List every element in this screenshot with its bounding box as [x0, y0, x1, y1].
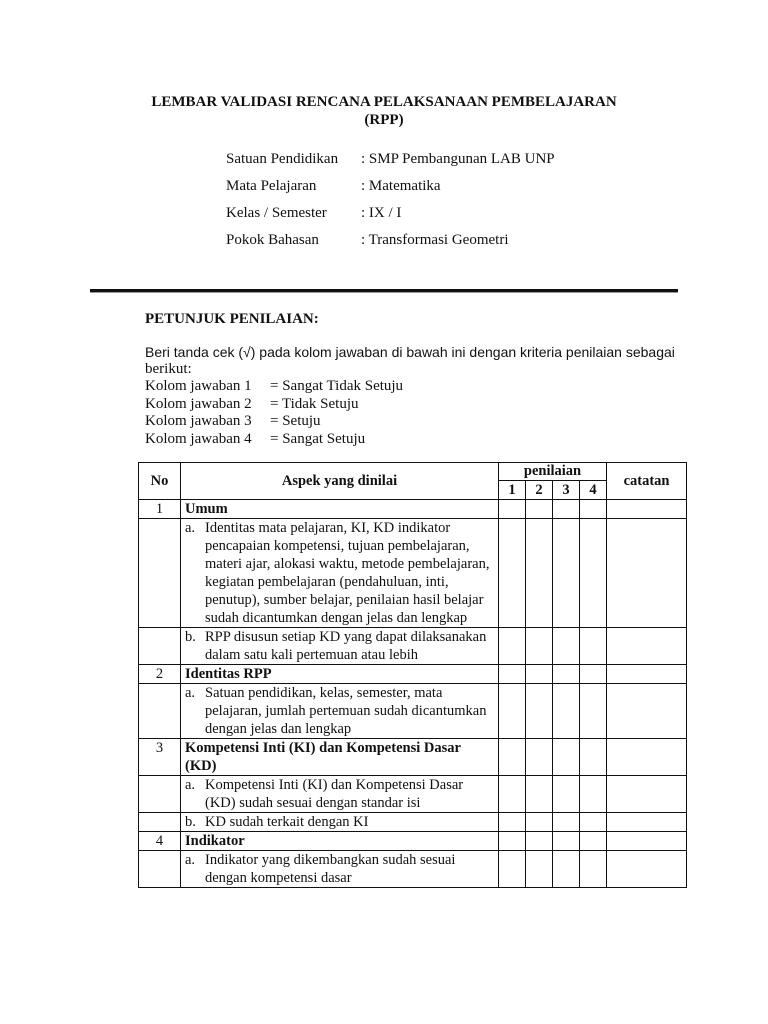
section-title: Indikator	[181, 832, 499, 851]
table-row-item	[139, 519, 687, 628]
row-number-empty	[139, 519, 181, 628]
info-row	[226, 177, 555, 204]
kolom-row	[145, 413, 685, 431]
table-row-section	[139, 665, 687, 684]
horizontal-divider-shadow	[90, 292, 678, 293]
item-cell	[181, 851, 499, 888]
score-cell-1[interactable]	[499, 813, 526, 832]
item-text: Indikator yang dikembangkan sudah sesuai dengan kompetensi dasar	[205, 852, 456, 886]
score-cell-4[interactable]	[580, 519, 607, 628]
row-number-empty	[139, 813, 181, 832]
catatan-cell[interactable]	[607, 739, 687, 776]
score-cell-1[interactable]	[499, 776, 526, 813]
table-row-section	[139, 500, 687, 519]
score-cell-4[interactable]	[580, 628, 607, 665]
item-cell	[181, 776, 499, 813]
petunjuk-heading: PETUNJUK PENILAIAN:	[145, 311, 319, 327]
score-cell-1[interactable]	[499, 739, 526, 776]
info-row	[226, 231, 555, 258]
score-cell-4[interactable]	[580, 776, 607, 813]
header-penilaian: penilaian	[499, 463, 607, 481]
row-number: 1	[139, 500, 181, 519]
item-text: Satuan pendidikan, kelas, semester, mata pelajaran, jumlah pertemuan sudah dicantumkan dengan jelas dan lengkap	[205, 685, 487, 737]
score-cell-3[interactable]	[553, 519, 580, 628]
table-row-item	[139, 776, 687, 813]
kolom-value: = Tidak Setuju	[270, 395, 359, 412]
score-cell-2[interactable]	[526, 851, 553, 888]
info-value: : Matematika	[361, 178, 441, 194]
info-value: : SMP Pembangunan LAB UNP	[361, 151, 555, 167]
kolom-label: Kolom jawaban 2	[145, 395, 252, 412]
score-cell-3[interactable]	[553, 665, 580, 684]
score-cell-3[interactable]	[553, 832, 580, 851]
row-number: 4	[139, 832, 181, 851]
catatan-cell[interactable]	[607, 851, 687, 888]
item-text: KD sudah terkait dengan KI	[205, 814, 369, 830]
header-aspek: Aspek yang dinilai	[181, 463, 499, 500]
score-cell-4[interactable]	[580, 832, 607, 851]
kolom-row	[145, 431, 685, 449]
score-cell-2[interactable]	[526, 739, 553, 776]
header-catatan: catatan	[607, 463, 687, 500]
info-label: Mata Pelajaran	[226, 178, 317, 194]
info-label: Kelas / Semester	[226, 205, 327, 221]
header-score-2: 2	[526, 481, 553, 500]
score-cell-1[interactable]	[499, 628, 526, 665]
header-score-3: 3	[553, 481, 580, 500]
item-letter: a.	[185, 685, 196, 701]
score-cell-1[interactable]	[499, 684, 526, 739]
row-number-empty	[139, 776, 181, 813]
kolom-label: Kolom jawaban 1	[145, 378, 252, 394]
score-cell-1[interactable]	[499, 519, 526, 628]
info-row	[226, 204, 555, 231]
score-cell-3[interactable]	[553, 813, 580, 832]
score-cell-4[interactable]	[580, 684, 607, 739]
petunjuk-text	[145, 344, 685, 448]
row-number-empty	[139, 684, 181, 739]
score-cell-4[interactable]	[580, 739, 607, 776]
catatan-cell[interactable]	[607, 628, 687, 665]
score-cell-2[interactable]	[526, 500, 553, 519]
catatan-cell[interactable]	[607, 832, 687, 851]
score-cell-3[interactable]	[553, 628, 580, 665]
score-cell-4[interactable]	[580, 851, 607, 888]
catatan-cell[interactable]	[607, 684, 687, 739]
petunjuk-lead: Beri tanda cek (√) pada kolom jawaban di bawah ini dengan kriteria penilaian sebagai	[145, 344, 675, 360]
item-text: Identitas mata pelajaran, KI, KD indikator pencapaian kompetensi, tujuan pembelajaran, materi ajar, alokasi waktu, metode pembelajaran, kegiatan pembelajaran (pendahuluan, inti, penutup), sumber belajar, penilaian hasil belajar sudah dicantumkan dengan jelas dan lengkap	[205, 520, 490, 626]
info-block	[226, 150, 555, 258]
row-number: 3	[139, 739, 181, 776]
header-score-1: 1	[499, 481, 526, 500]
score-cell-2[interactable]	[526, 665, 553, 684]
validation-table	[138, 462, 687, 888]
item-cell	[181, 628, 499, 665]
document-title	[0, 93, 768, 129]
score-cell-2[interactable]	[526, 684, 553, 739]
row-number: 2	[139, 665, 181, 684]
section-title: Identitas RPP	[181, 665, 499, 684]
info-label: Pokok Bahasan	[226, 232, 319, 248]
score-cell-4[interactable]	[580, 500, 607, 519]
header-no: No	[139, 463, 181, 500]
score-cell-3[interactable]	[553, 776, 580, 813]
title-line-1: LEMBAR VALIDASI RENCANA PELAKSANAAN PEMBELAJARAN	[151, 94, 617, 110]
petunjuk-lead-2: berikut:	[145, 361, 192, 377]
item-letter: b.	[185, 629, 196, 645]
table-row-section	[139, 739, 687, 776]
item-cell	[181, 519, 499, 628]
score-cell-1[interactable]	[499, 851, 526, 888]
catatan-cell[interactable]	[607, 813, 687, 832]
item-text: Kompetensi Inti (KI) dan Kompetensi Dasar (KD) sudah sesuai dengan standar isi	[205, 777, 464, 811]
score-cell-1[interactable]	[499, 665, 526, 684]
score-cell-2[interactable]	[526, 628, 553, 665]
table-row-item	[139, 851, 687, 888]
catatan-cell[interactable]	[607, 519, 687, 628]
score-cell-4[interactable]	[580, 813, 607, 832]
info-label: Satuan Pendidikan	[226, 151, 339, 167]
table-row-section	[139, 832, 687, 851]
catatan-cell[interactable]	[607, 665, 687, 684]
kolom-value: = Sangat Setuju	[270, 430, 366, 447]
table-row-item	[139, 628, 687, 665]
table-row-item	[139, 684, 687, 739]
score-cell-3[interactable]	[553, 500, 580, 519]
score-cell-2[interactable]	[526, 776, 553, 813]
info-row	[226, 150, 555, 177]
petunjuk-block	[145, 310, 685, 448]
item-text: RPP disusun setiap KD yang dapat dilaksanakan dalam satu kali pertemuan atau lebih	[205, 629, 487, 663]
section-title: Umum	[181, 500, 499, 519]
score-cell-3[interactable]	[553, 851, 580, 888]
item-letter: b.	[185, 814, 196, 830]
score-cell-2[interactable]	[526, 519, 553, 628]
kolom-value: = Setuju	[270, 413, 321, 429]
kolom-value: = Sangat Tidak Setuju	[270, 378, 404, 394]
title-line-2: (RPP)	[364, 112, 404, 128]
section-title: Kompetensi Inti (KI) dan Kompetensi Dasar (KD)	[181, 739, 499, 776]
item-cell	[181, 813, 499, 832]
catatan-cell[interactable]	[607, 500, 687, 519]
item-letter: a.	[185, 777, 196, 793]
info-value: : Transformasi Geometri	[361, 232, 509, 248]
row-number-empty	[139, 628, 181, 665]
kolom-row	[145, 378, 685, 396]
kolom-label: Kolom jawaban 3	[145, 413, 252, 429]
table-row-item	[139, 813, 687, 832]
score-cell-4[interactable]	[580, 665, 607, 684]
kolom-row	[145, 396, 685, 414]
header-score-4: 4	[580, 481, 607, 500]
kolom-label: Kolom jawaban 4	[145, 430, 252, 447]
item-letter: a.	[185, 852, 196, 868]
score-cell-2[interactable]	[526, 832, 553, 851]
row-number-empty	[139, 851, 181, 888]
item-letter: a.	[185, 520, 196, 536]
score-cell-3[interactable]	[553, 739, 580, 776]
score-cell-2[interactable]	[526, 813, 553, 832]
score-cell-1[interactable]	[499, 500, 526, 519]
score-cell-3[interactable]	[553, 684, 580, 739]
score-cell-1[interactable]	[499, 832, 526, 851]
item-cell	[181, 684, 499, 739]
info-value: : IX / I	[361, 205, 402, 221]
catatan-cell[interactable]	[607, 776, 687, 813]
